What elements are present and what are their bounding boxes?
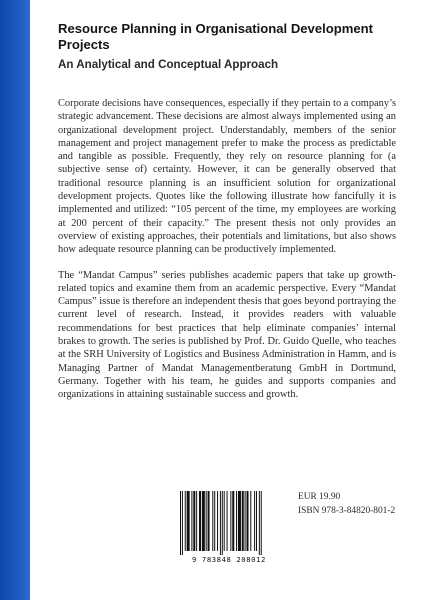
barcode-bar	[214, 491, 215, 551]
barcode-bar	[227, 491, 228, 551]
price-label: EUR 19.90	[298, 492, 341, 502]
book-subtitle: An Analytical and Conceptual Approach	[58, 58, 279, 71]
barcode-bar	[220, 491, 221, 555]
barcode-bar	[256, 491, 257, 551]
barcode-bar	[199, 491, 201, 551]
barcode-bar	[242, 491, 244, 551]
blurb-paragraph-2: The “Mandat Campus” series publishes academic papers that take up growth-related topics and examine them from an academic perspective. Every “Mandat Campus” issue is therefore an independent thesis that goes beyond portraying the current level of research. Instead, it provides readers with valuable recommendations for best practices that help eliminate companies’ internal brakes to growth. The series is published by Prof. Dr. Guido Quelle, who teaches at the SRH University of Logistics and Business Administration in Hamm, and is Managing Partner of Mandat Managementberatung GmbH in Dortmund, Germany. Together with his team, he guides and supports companies and organizations in attaining sustainable success and growth.	[58, 269, 396, 401]
barcode-bar	[206, 491, 207, 551]
isbn-barcode	[175, 488, 283, 568]
barcode-bar	[250, 491, 251, 551]
barcode-bar	[217, 491, 218, 551]
barcode-bar	[182, 491, 183, 555]
price-info	[298, 490, 395, 518]
barcode-bar	[230, 491, 231, 551]
back-cover-text	[58, 21, 396, 402]
barcode-digits: 9 783848 208012	[192, 555, 266, 564]
barcode-bar	[232, 491, 234, 551]
barcode-bars	[180, 491, 278, 555]
barcode-bar	[236, 491, 237, 551]
barcode-bar	[208, 491, 210, 551]
barcode-bar	[185, 491, 186, 551]
barcode-bar	[180, 491, 181, 555]
barcode-bar	[254, 491, 255, 551]
barcode-bar	[261, 491, 262, 555]
blurb-paragraph-1: Corporate decisions have consequences, especially if they pertain to a company’s strategic advancement. These decisions are almost always implemented using an organizational development project. Understandably, members of the senior management and project management prefer to make the process as predictable and tangible as possible. Frequently, they rely on resource planning for (a subjective sense of) certainty. However, it can be generally observed that traditional resource planning is an insufficient solution for organizational development projects. Quotes like the following illustrate how fancifully it is implemented and utilized: “105 percent of the time, my employees are working at 200 percent of their capacity.” The present thesis not only provides an overview of existing approaches, their potentials and limitations, but also shows how adequate resource planning can be productively implemented.	[58, 98, 396, 256]
barcode-bar	[245, 491, 246, 551]
barcode-bar	[187, 491, 190, 551]
barcode-bar	[193, 491, 195, 551]
barcode-bar	[238, 491, 241, 551]
barcode-bar	[202, 491, 205, 551]
barcode-bar	[196, 491, 197, 551]
book-title: Resource Planning in Organisational Development Projects	[58, 21, 374, 52]
barcode-bar	[224, 491, 225, 551]
barcode-bar	[191, 491, 192, 551]
barcode-bar	[259, 491, 260, 555]
barcode-bar	[222, 491, 223, 555]
isbn-label: ISBN 978-3-84820-801-2	[298, 506, 396, 516]
barcode-bar	[212, 491, 213, 551]
cover-spine-stripe	[0, 0, 30, 600]
barcode-bar	[247, 491, 249, 551]
